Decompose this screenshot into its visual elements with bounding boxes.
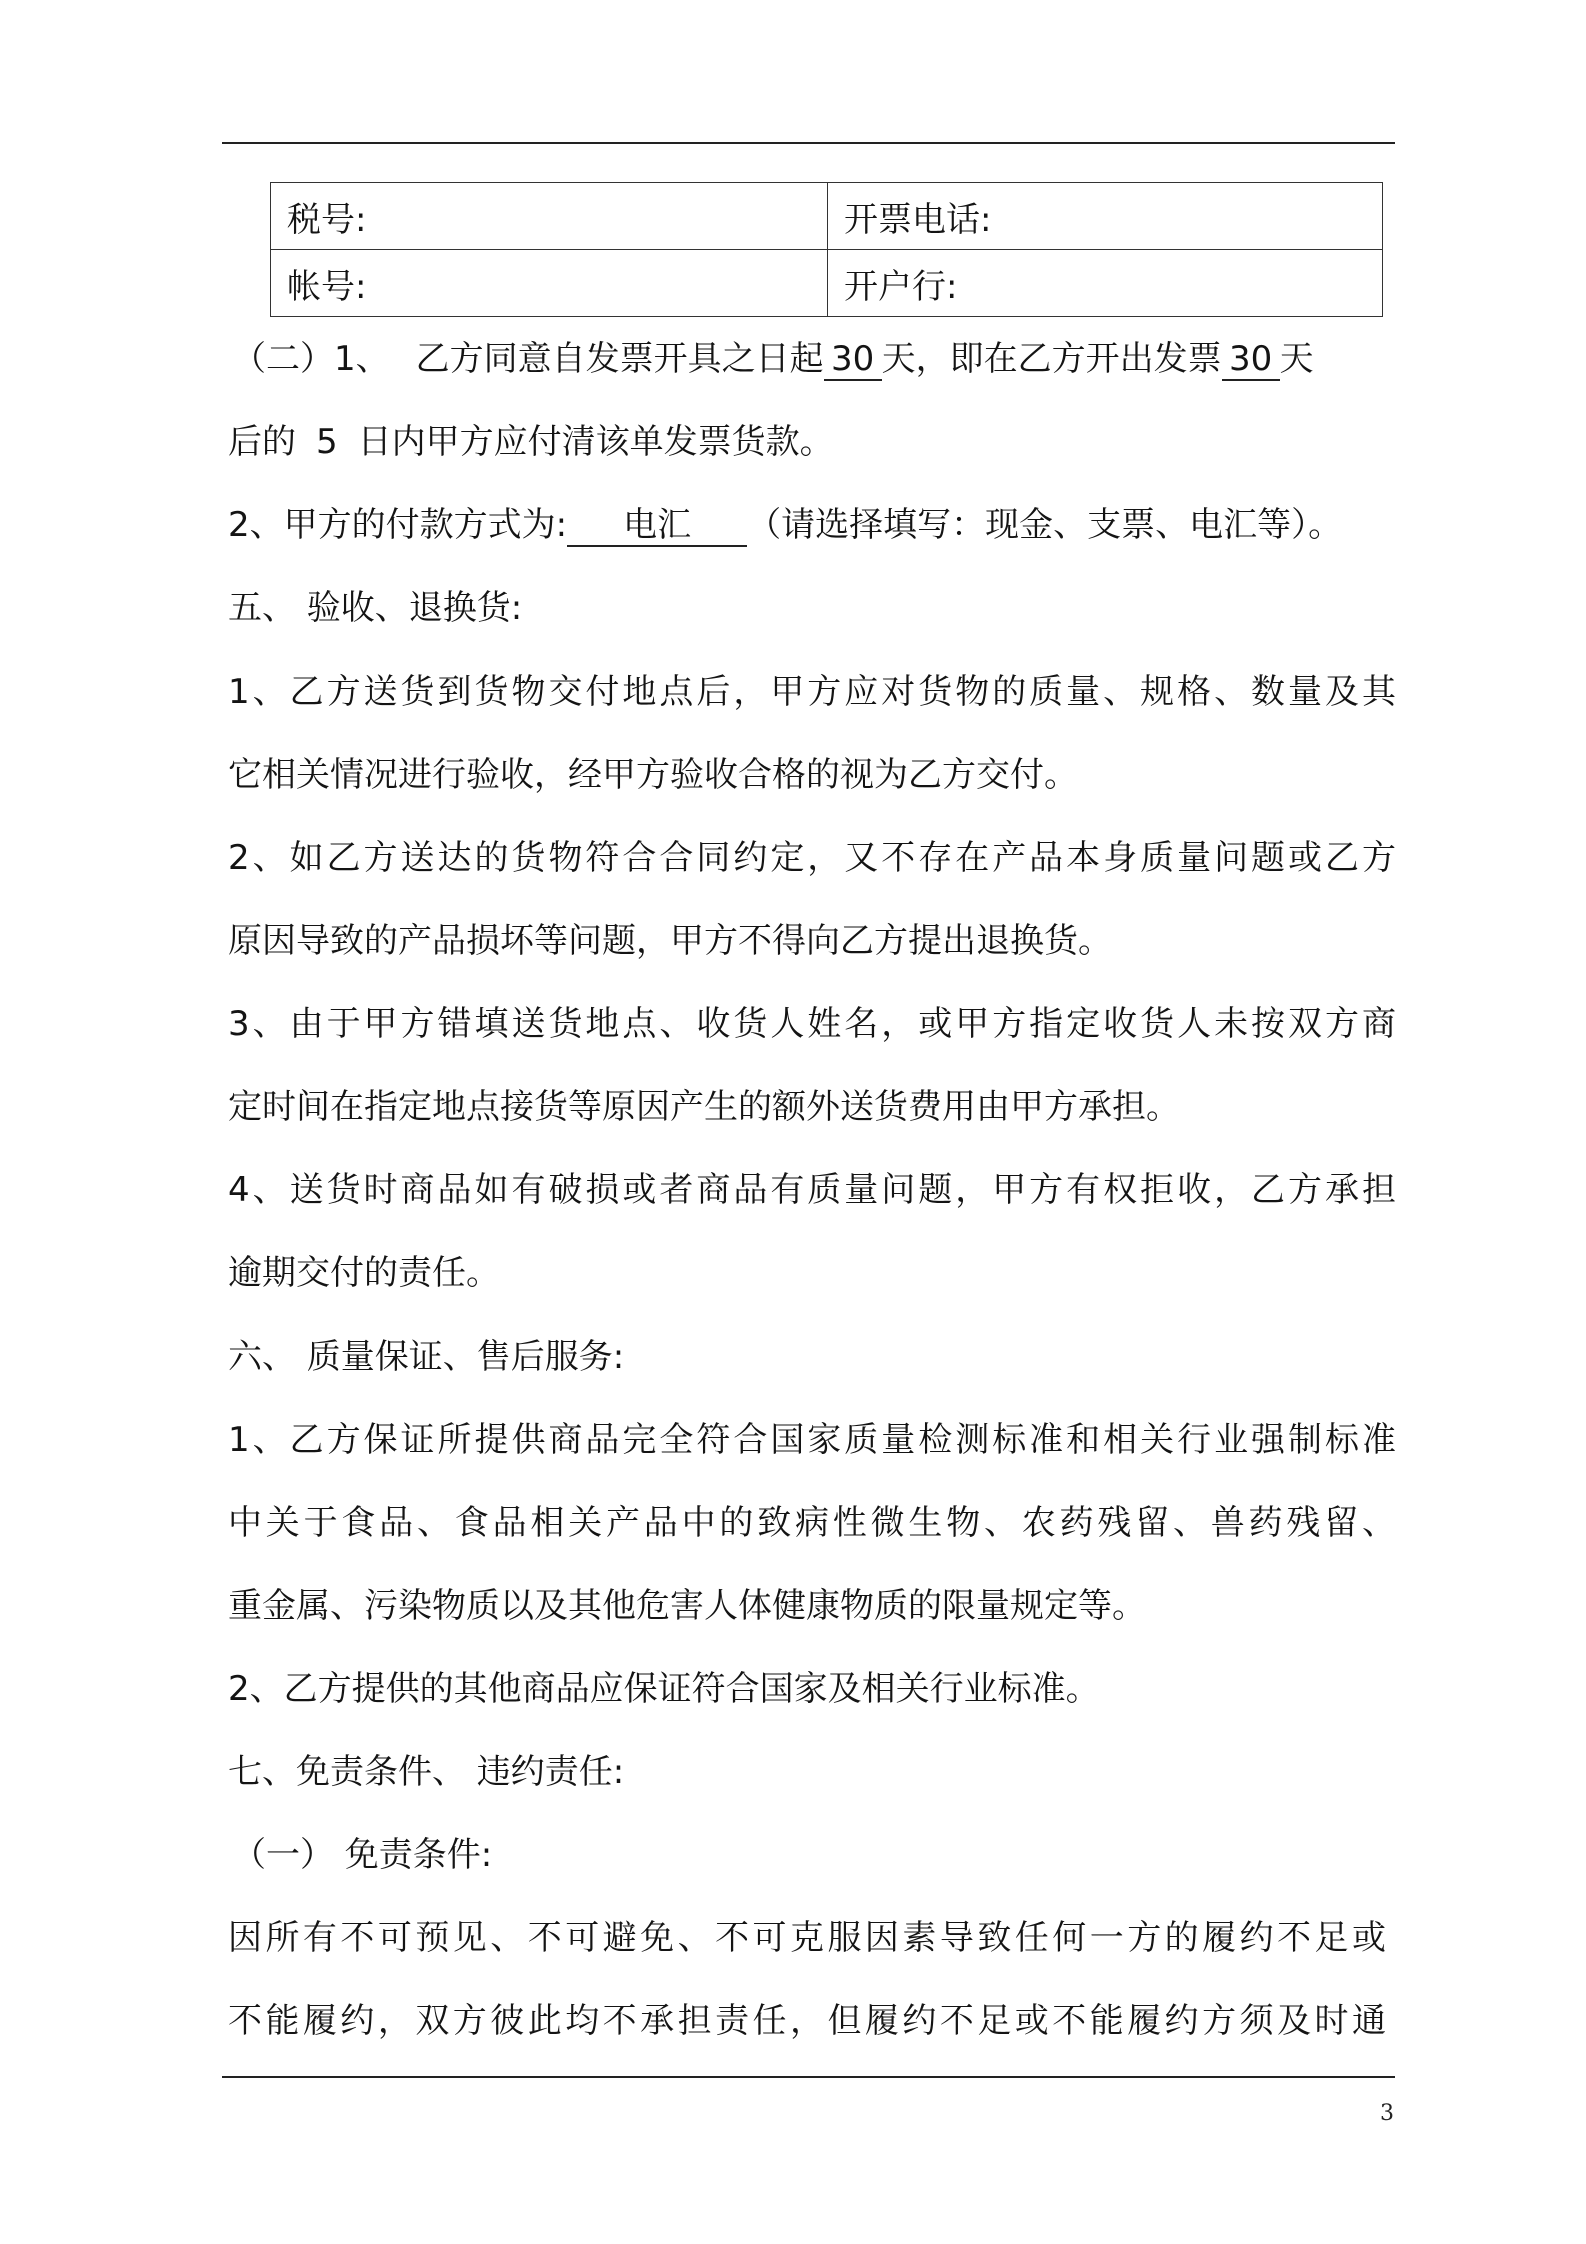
bank-cell: 开户行:	[828, 250, 1383, 317]
payment-method-line	[228, 505, 1342, 547]
invoice-info-table	[270, 182, 1383, 317]
clause-text: 后的	[228, 422, 296, 462]
sub-heading-exemption: （一） 免责条件:	[232, 1835, 493, 1875]
paragraph-line: 2、如乙方送达的货物符合合同约定，又不存在产品本身质量问题或乙方	[228, 838, 1396, 878]
paragraph-line: 因所有不可预见、不可避免、不可克服因素导致任何一方的履约不足或	[228, 1918, 1386, 1958]
paragraph-line: 2、乙方提供的其他商品应保证符合国家及相关行业标准。	[228, 1669, 1100, 1709]
paragraph-line: 逾期交付的责任。	[228, 1253, 500, 1293]
payment-method-field: 电汇	[567, 505, 747, 547]
clause-number: （二）1、	[232, 339, 390, 379]
paragraph-line: 3、由于甲方错填送货地点、收货人姓名，或甲方指定收货人未按双方商	[228, 1004, 1396, 1044]
payment-term-line-2	[228, 422, 834, 462]
table-row	[271, 250, 1383, 317]
footer-rule	[222, 2076, 1395, 2078]
header-rule	[222, 142, 1395, 144]
paragraph-line: 重金属、污染物质以及其他危害人体健康物质的限量规定等。	[228, 1586, 1146, 1626]
paragraph-line: 原因导致的产品损坏等问题，甲方不得向乙方提出退换货。	[228, 921, 1112, 961]
paragraph-line: 4、送货时商品如有破损或者商品有质量问题，甲方有权拒收，乙方承担	[228, 1170, 1396, 1210]
payment-term-line-1	[232, 339, 1314, 381]
account-cell: 帐号:	[271, 250, 828, 317]
paragraph-line: 它相关情况进行验收，经甲方验收合格的视为乙方交付。	[228, 755, 1078, 795]
tax-id-cell: 税号:	[271, 183, 828, 250]
payment-method-label: 2、甲方的付款方式为:	[228, 505, 568, 545]
days-field-2: 30	[1222, 339, 1280, 381]
section-5-heading: 五、 验收、退换货:	[228, 588, 523, 628]
paragraph-line: 中关于食品、食品相关产品中的致病性微生物、农药残留、兽药残留、	[228, 1503, 1396, 1543]
section-6-heading: 六、 质量保证、售后服务:	[228, 1337, 625, 1377]
clause-text: 乙方同意自发票开具之日起	[415, 339, 824, 379]
page-number: 3	[1380, 2101, 1394, 2126]
days-value: 5	[316, 422, 338, 462]
clause-text: 天，即在乙方开出发票	[881, 339, 1222, 379]
table-row	[271, 183, 1383, 250]
paragraph-line: 定时间在指定地点接货等原因产生的额外送货费用由甲方承担。	[228, 1087, 1180, 1127]
payment-method-options: （请选择填写：现金、支票、电汇等）。	[747, 505, 1343, 545]
clause-text: 日内甲方应付清该单发票货款。	[357, 422, 834, 462]
paragraph-line: 1、乙方送货到货物交付地点后，甲方应对货物的质量、规格、数量及其	[228, 672, 1396, 712]
days-field-1: 30	[824, 339, 882, 381]
paragraph-line: 不能履约，双方彼此均不承担责任，但履约不足或不能履约方须及时通	[228, 2001, 1386, 2041]
paragraph-line: 1、乙方保证所提供商品完全符合国家质量检测标准和相关行业强制标准	[228, 1420, 1396, 1460]
clause-text: 天	[1279, 339, 1314, 379]
section-7-heading: 七、免责条件、 违约责任:	[228, 1752, 625, 1792]
invoice-phone-cell: 开票电话:	[828, 183, 1383, 250]
